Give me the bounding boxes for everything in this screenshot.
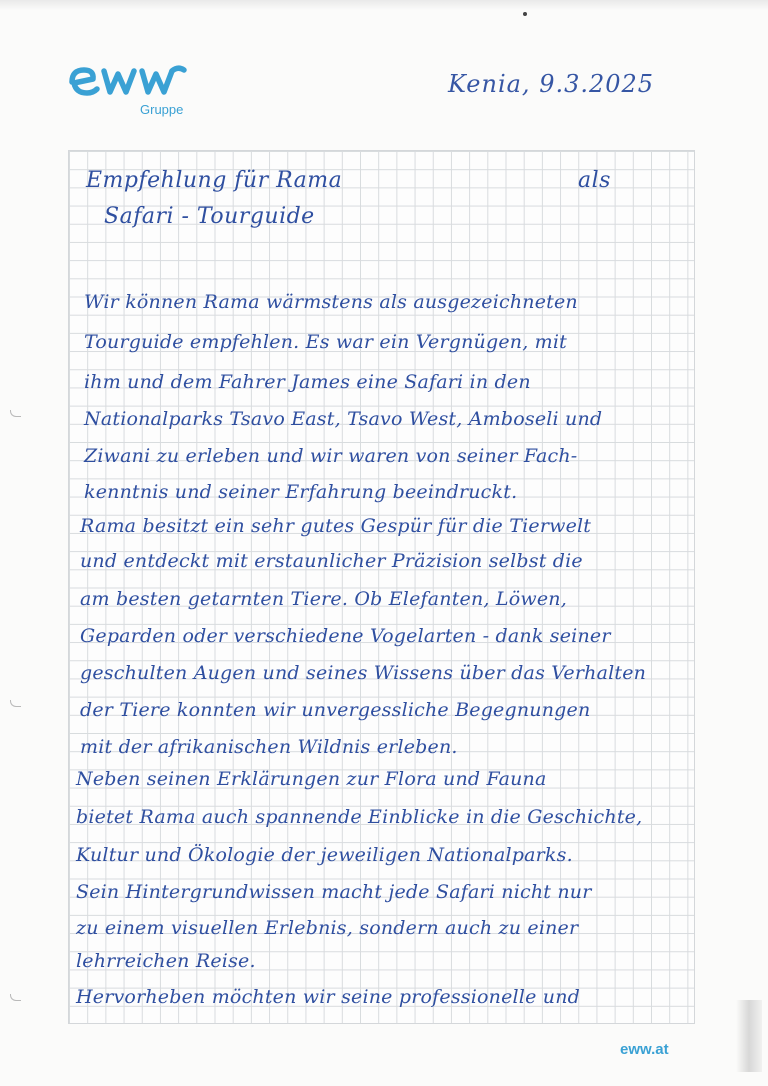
letter-line: zu einem visuellen Erlebnis, sondern auch zu einer: [76, 917, 579, 939]
letter-line: mit der afrikanischen Wildnis erleben.: [80, 736, 458, 758]
logo-subtitle: Gruppe: [140, 102, 184, 117]
letter-line: lehrreichen Reise.: [76, 950, 256, 972]
letter-line: und entdeckt mit erstaunlicher Präzision selbst die: [80, 550, 583, 572]
letter-line: Hervorheben möchten wir seine professionelle und: [76, 986, 580, 1008]
margin-hole-mark: [10, 410, 21, 417]
letter-line: geschulten Augen und seines Wissens über das Verhalten: [80, 662, 647, 684]
scan-speck: [523, 12, 527, 16]
margin-hole-mark: [10, 700, 21, 707]
scan-top-edge: [0, 0, 768, 10]
letter-line: ihm und dem Fahrer James eine Safari in den: [84, 371, 531, 393]
footer-website: eww.at: [620, 1041, 669, 1058]
title-line-3: Safari - Tourguide: [104, 204, 315, 229]
letter-line: kenntnis und seiner Erfahrung beeindruckt.: [84, 481, 518, 503]
margin-hole-mark: [10, 994, 21, 1001]
letter-line: Wir können Rama wärmstens als ausgezeichneten: [84, 291, 578, 313]
title-line-1: Empfehlung für Rama: [86, 168, 343, 193]
title-line-2: als: [578, 168, 611, 193]
letter-line: Tourguide empfehlen. Es war ein Vergnügen, mit: [84, 331, 568, 353]
letter-line: Ziwani zu erleben und wir waren von seiner Fach-: [84, 445, 578, 467]
eww-logo-icon: [66, 62, 190, 102]
letter-date: Kenia, 9.3.2025: [448, 70, 655, 98]
letter-line: Sein Hintergrundwissen macht jede Safari nicht nur: [76, 881, 592, 903]
letter-line: Geparden oder verschiedene Vogelarten - dank seiner: [80, 625, 611, 647]
letter-line: Rama besitzt ein sehr gutes Gespür für die Tierwelt: [80, 515, 592, 537]
letter-line: der Tiere konnten wir unvergessliche Begegnungen: [80, 699, 591, 721]
letter-line: bietet Rama auch spannende Einblicke in die Geschichte,: [76, 806, 643, 828]
scan-artifact: [736, 1000, 762, 1072]
letter-line: am besten getarnten Tiere. Ob Elefanten, Löwen,: [80, 588, 567, 610]
letter-line: Nationalparks Tsavo East, Tsavo West, Amboseli und: [84, 408, 603, 430]
company-logo: [66, 62, 196, 122]
letter-line: Kultur und Ökologie der jeweiligen Nationalparks.: [76, 844, 573, 866]
letter-line: Neben seinen Erklärungen zur Flora und Fauna: [76, 768, 547, 790]
